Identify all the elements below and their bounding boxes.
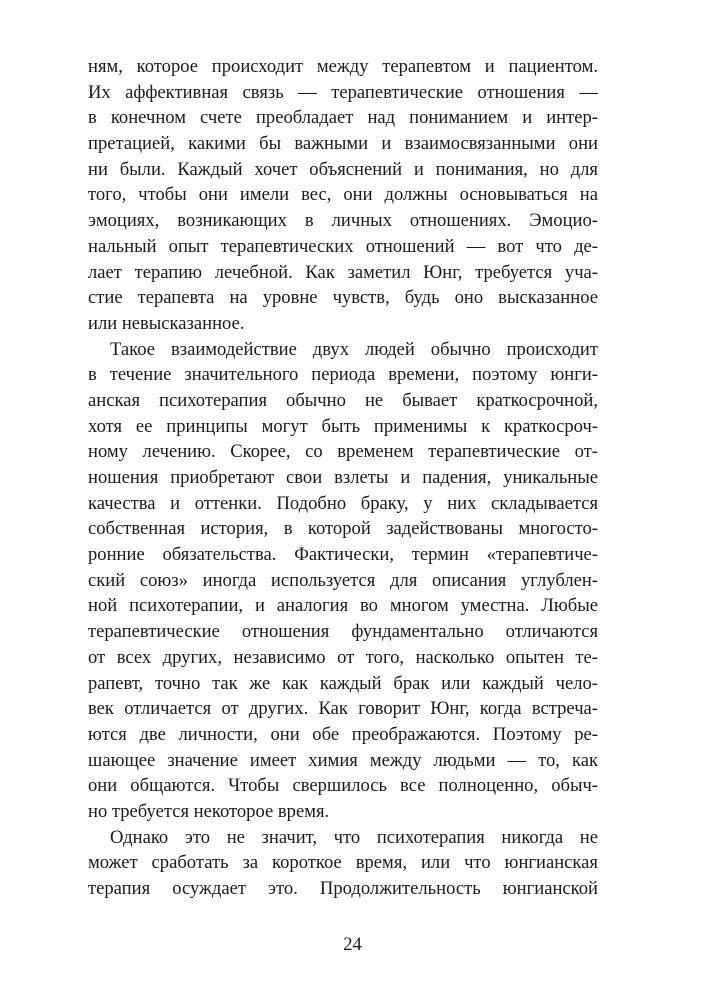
text-line: эмоциях, возникающих в личных отношениях. Эмоцио- — [88, 210, 598, 232]
text-line: от всех других, независимо от того, насколько опытен те- — [88, 646, 598, 668]
text-line: собственная история, в которой задействованы многосто- — [88, 518, 598, 540]
text-line: того, чтобы они имели вес, они должны основываться на — [88, 184, 598, 206]
text-line: рапевт, точно так же как каждый брак или каждый чело- — [88, 672, 598, 694]
text-line: ням, которое происходит между терапевтом и пациентом. — [88, 56, 598, 77]
text-line: терапия осуждает это. Продолжительность юнгианской — [88, 878, 598, 899]
text-line: век отличается от других. Как говорит Юнг, когда встреча- — [88, 698, 598, 720]
text-line: претацией, какими бы важными и взаимосвязанными они — [88, 133, 598, 155]
text-line: но требуется некоторое время. — [88, 800, 330, 822]
text-line: в конечном счете преобладает над пониманием и интер- — [88, 107, 598, 129]
text-line: ни были. Каждый хочет объяснений и понимания, но для — [88, 158, 598, 180]
text-line: шающее значение имеет химия между людьми — то, как — [88, 749, 598, 771]
text-line: ются две личности, они обе преображаются. Поэтому ре- — [88, 723, 598, 745]
text-line: Однако это не значит, что психотерапия никогда не — [110, 826, 598, 848]
text-line: терапевтические отношения фундаментально отличаются — [88, 621, 598, 643]
text-line: хотя ее принципы могут быть применимы к краткосроч- — [88, 415, 598, 437]
text-body — [88, 54, 598, 902]
page-body — [88, 54, 598, 902]
text-line: лает терапию лечебной. Как заметил Юнг, требуется уча- — [88, 261, 598, 283]
text-line: они общаются. Чтобы свершилось все полноценно, обыч- — [88, 775, 598, 797]
paragraph — [88, 825, 598, 902]
text-line: качества и оттенки. Подобно браку, у них складывается — [88, 492, 598, 514]
paragraph — [88, 54, 598, 337]
text-line: ношения приобретают свои взлеты и падения, уникальные — [88, 467, 598, 488]
text-line: анская психотерапия обычно не бывает краткосрочной, — [88, 389, 598, 411]
text-line: ному лечению. Скорее, со временем терапевтические от- — [88, 441, 598, 463]
text-line: в течение значительного периода времени, поэтому юнги- — [88, 364, 598, 386]
text-line: стие терапевта на уровне чувств, будь оно высказанное — [88, 287, 598, 309]
text-line: Их аффективная связь — терапевтические отношения — — [88, 81, 598, 103]
text-line: ский союз» иногда используется для описания углублен- — [88, 569, 598, 591]
page-number: 24 — [343, 934, 362, 955]
text-line: ной психотерапии, и аналогия во многом уместна. Любые — [88, 595, 598, 617]
text-line: Такое взаимодействие двух людей обычно происходит — [110, 338, 598, 360]
text-line: или невысказанное. — [88, 312, 245, 334]
text-line: нальный опыт терапевтических отношений — вот что де- — [88, 235, 598, 257]
text-line: может сработать за короткое время, или что юнгианская — [88, 852, 598, 874]
text-line: ронние обязательства. Фактически, термин «терапевтиче- — [88, 544, 598, 566]
paragraph — [88, 337, 598, 825]
